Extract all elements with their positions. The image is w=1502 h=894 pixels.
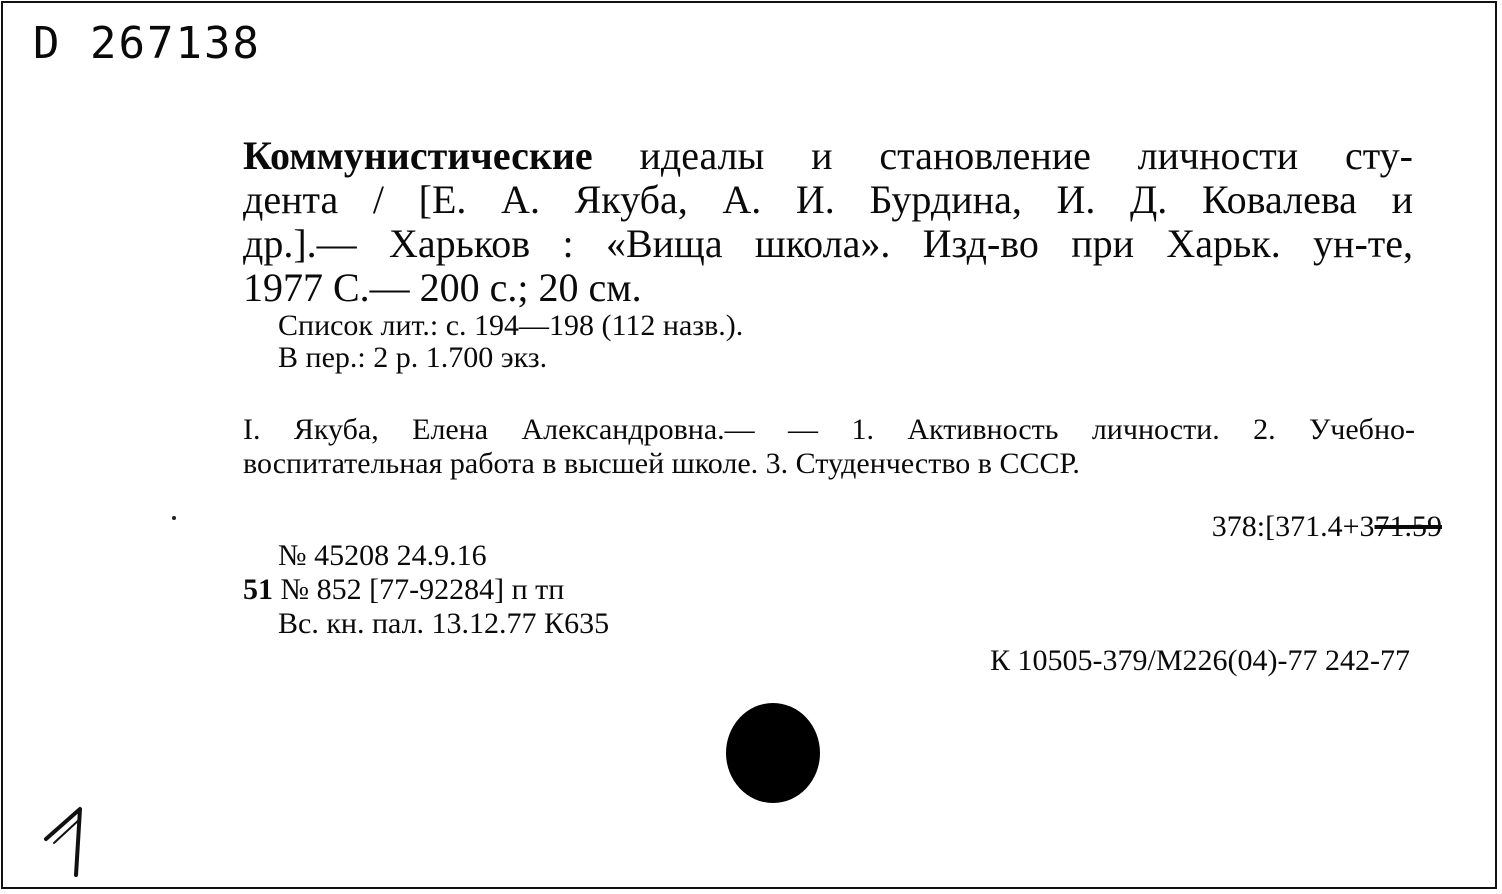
entry-title-rest: идеалы и становление личности сту-: [639, 133, 1413, 178]
index-code: К 10505-379/М226(04)-77 242-77: [990, 644, 1410, 677]
registration-record: № 852 [77-92284] п тп: [280, 573, 565, 606]
registration-bold-number: 51: [243, 573, 273, 606]
entry-line-4: 1977 С.— 200 с.; 20 см.: [243, 265, 642, 310]
entry-title-bold: Коммунистические: [243, 133, 593, 178]
udc-classification: [1212, 511, 1442, 543]
speck-dot: [172, 516, 176, 520]
call-number: D 267138: [33, 18, 261, 69]
subject-headings: [243, 413, 1415, 481]
subject-line-2: воспитательная работа в высшей школе. 3. Студенчество в СССР.: [243, 447, 1080, 480]
entry-line-2: дента / [Е. А. Якуба, А. И. Бурдина, И. Д. Ковалева и: [243, 177, 1413, 222]
udc-visible: 378:[371.4+3: [1211, 510, 1375, 543]
registration-line-2: [243, 574, 564, 606]
price-note: В пер.: 2 р. 1.700 экз.: [278, 341, 548, 374]
udc-struck: 71.59: [1374, 510, 1442, 543]
chamber-record: Вс. кн. пал. 13.12.77 К635: [278, 607, 610, 640]
registration-number: № 45208 24.9.16: [278, 539, 487, 572]
ink-blot: [726, 703, 820, 803]
handwritten-number-mark: [40, 805, 100, 885]
bibliography-note: Список лит.: с. 194—198 (112 назв.).: [278, 309, 744, 342]
entry-line-1: [243, 134, 1413, 178]
bibliographic-entry: [243, 134, 1413, 310]
subject-line-1: I. Якуба, Елена Александровна.— — 1. Активность личности. 2. Учебно-: [243, 413, 1415, 446]
entry-line-3: др.].— Харьков : «Вища школа». Изд-во при Харьк. ун-те,: [243, 221, 1413, 266]
